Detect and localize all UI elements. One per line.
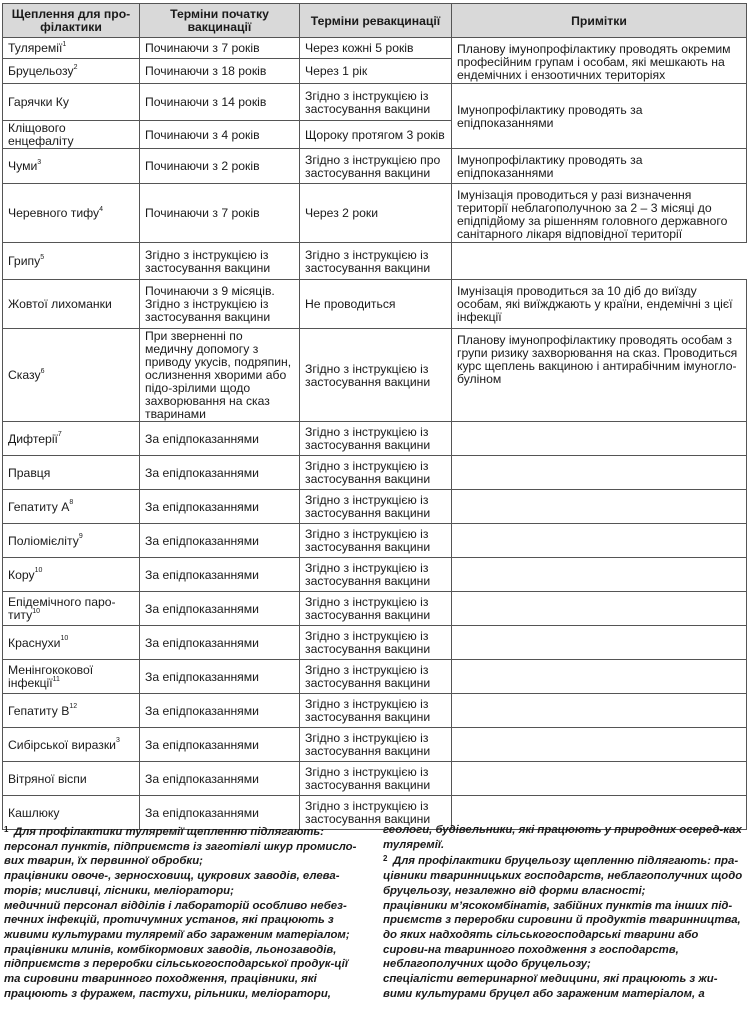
note-cell-empty xyxy=(452,422,747,456)
note-cell: Імунізація проводиться за 10 діб до виїзду особам, які виїжджають у країни, ендемічні з цієї інфекції xyxy=(452,280,747,329)
table-row xyxy=(3,626,747,660)
start-term-cell: За епідпоказаннями xyxy=(140,524,300,558)
disease-name: Поліомієліту xyxy=(8,533,79,548)
start-term-cell: За епідпоказаннями xyxy=(140,728,300,762)
footnote-text: геологи, будівельники, які працюють у природних осеред-ках туляремії. xyxy=(383,824,742,851)
disease-cell xyxy=(3,329,140,422)
start-term-cell: За епідпоказаннями xyxy=(140,626,300,660)
disease-name: Туляремії xyxy=(8,41,63,55)
start-term-cell: За епідпоказаннями xyxy=(140,422,300,456)
footnote-text: Для профілактики туляремії щепленню підлягають: xyxy=(14,826,324,838)
note-cell-empty xyxy=(452,456,747,490)
start-term-cell: Згідно з інструкцією із застосування вакцини xyxy=(140,243,300,280)
disease-name: Гепатиту В xyxy=(8,703,70,718)
start-term-cell: За епідпоказаннями xyxy=(140,694,300,728)
revaccination-term-cell: Через кожні 5 років xyxy=(300,38,452,59)
disease-name: Дифтерії xyxy=(8,431,58,446)
footnote-paragraph xyxy=(383,899,743,973)
revaccination-term-cell: Через 1 рік xyxy=(300,59,452,84)
start-term-cell: За епідпоказаннями xyxy=(140,796,300,830)
footnote-mark: 2 xyxy=(383,854,388,864)
footnote-text: працівники овоче-, зерносховищ, цукрових заводів, елева-торів; мисливці, лісники, меліоратори; xyxy=(4,870,340,897)
start-term-cell: Починаючи з 18 років xyxy=(140,59,300,84)
header-start-terms: Терміни початку вакцинації xyxy=(140,4,300,38)
revaccination-term-cell: Згідно з інструкцією із застосування вакцини xyxy=(300,694,452,728)
footnote-paragraph xyxy=(4,899,364,943)
note-cell-empty xyxy=(452,660,747,694)
revaccination-term-cell: Згідно з інструкцією із застосування вакцини xyxy=(300,490,452,524)
note-cell: Імунопрофілактику проводять за епідпоказаннями xyxy=(452,149,747,184)
footnote-ref: 10 xyxy=(32,607,40,615)
footnote-mark: 1 xyxy=(4,825,9,834)
start-term-cell: За епідпоказаннями xyxy=(140,592,300,626)
revaccination-term-cell: Згідно з інструкцією із застосування вакцини xyxy=(300,243,452,280)
revaccination-term-cell: Згідно з інструкцією із застосування вакцини xyxy=(300,592,452,626)
disease-name: Краснухи xyxy=(8,635,61,650)
disease-cell xyxy=(3,626,140,660)
revaccination-term-cell: Не проводиться xyxy=(300,280,452,329)
disease-cell xyxy=(3,422,140,456)
disease-name: Чуми xyxy=(8,159,38,173)
footnote-ref: 3 xyxy=(37,158,42,166)
disease-cell xyxy=(3,243,140,280)
revaccination-term-cell: Згідно з інструкцією із застосування вакцини xyxy=(300,456,452,490)
disease-cell xyxy=(3,490,140,524)
footnote-ref: 5 xyxy=(40,253,45,261)
table-row xyxy=(3,592,747,626)
note-cell-empty xyxy=(452,490,747,524)
table-row xyxy=(3,694,747,728)
disease-name: Сказу xyxy=(8,368,41,382)
disease-cell xyxy=(3,149,140,184)
disease-cell xyxy=(3,38,140,59)
footnote-ref: 8 xyxy=(69,499,74,507)
revaccination-term-cell: Згідно з інструкцією із застосування вакцини xyxy=(300,558,452,592)
table-row xyxy=(3,456,747,490)
revaccination-term-cell: Згідно з інструкцією із застосування вакцини xyxy=(300,626,452,660)
disease-name: Гарячки Ку xyxy=(8,95,70,109)
start-term-cell: За епідпоказаннями xyxy=(140,456,300,490)
note-cell-empty xyxy=(452,694,747,728)
disease-cell xyxy=(3,524,140,558)
disease-name: Черевного тифу xyxy=(8,206,100,220)
disease-name: Гепатиту А xyxy=(8,499,70,514)
disease-name: Жовтої лихоманки xyxy=(8,297,112,311)
table-header-row xyxy=(3,4,747,38)
disease-name: Сибірської виразки xyxy=(8,737,116,752)
footnote-paragraph xyxy=(383,823,743,852)
footnote-ref: 11 xyxy=(52,675,60,683)
revaccination-term-cell: Згідно з інструкцією із застосування вакцини xyxy=(300,796,452,830)
disease-cell xyxy=(3,694,140,728)
revaccination-term-cell: Згідно з інструкцією із застосування вакцини xyxy=(300,84,452,121)
footnote-ref: 1 xyxy=(62,40,67,48)
footnote-paragraph xyxy=(383,972,743,1001)
revaccination-term-cell: Згідно з інструкцією про застосування вакцини xyxy=(300,149,452,184)
disease-cell xyxy=(3,558,140,592)
table-row xyxy=(3,149,747,184)
table-row xyxy=(3,490,747,524)
revaccination-term-cell: Згідно з інструкцією із застосування вакцини xyxy=(300,728,452,762)
footnotes-left-column xyxy=(4,823,364,1001)
footnote-ref: 3 xyxy=(115,737,120,745)
footnote-paragraph xyxy=(4,840,364,869)
start-term-cell: Починаючи з 14 років xyxy=(140,84,300,121)
disease-name: Кашлюку xyxy=(8,805,60,820)
disease-cell xyxy=(3,121,140,149)
disease-name: Бруцельозу xyxy=(8,64,74,78)
disease-cell xyxy=(3,660,140,694)
disease-cell xyxy=(3,762,140,796)
table-row xyxy=(3,84,747,121)
header-vaccination: Щеплення для про-філактики xyxy=(3,4,140,38)
footnote-ref: 2 xyxy=(73,63,78,71)
note-cell: Імунізація проводиться у разі визначення території неблагополучною за 2 – 3 місяці до епідпідйому за рішенням головного державного санітарного лікаря відповідної території xyxy=(452,184,747,243)
footnotes-right-column xyxy=(383,823,743,1001)
table-row xyxy=(3,422,747,456)
table-row xyxy=(3,184,747,243)
start-term-cell: Починаючи з 4 років xyxy=(140,121,300,149)
note-cell: Планову імунопрофілактику проводять особам з групи ризику захворювання на сказ. Проводиться курс щеплень вакциною і антирабічним імуногло-буліном xyxy=(452,329,747,422)
footnote-paragraph xyxy=(4,823,364,840)
start-term-cell: За епідпоказаннями xyxy=(140,660,300,694)
disease-name: Правця xyxy=(8,465,51,480)
footnote-text: персонал пунктів, підприємств із заготівлі шкур промисло-вих тварин, їх первинної обробки; xyxy=(4,840,357,868)
footnote-text: медичний персонал відділів і лабораторій особливо небез-печних інфекцій, протичумних установ, які працюють з живими культурами туляремії або зараженим матеріалом; xyxy=(4,899,350,941)
start-term-cell: Починаючи з 2 років xyxy=(140,149,300,184)
footnote-paragraph xyxy=(383,852,743,898)
disease-cell xyxy=(3,456,140,490)
disease-cell xyxy=(3,184,140,243)
footnote-text: працівники м’ясокомбінатів, забійних пунктів та інших під-приємств з переробки сировини й продуктів тваринництва, до яких надходять сільськогосподарські тварини або сирови-на тваринного походження з господарств, неблагополучних щодо бруцельозу; xyxy=(383,899,741,971)
table-row xyxy=(3,280,747,329)
disease-cell xyxy=(3,728,140,762)
disease-name: Кору xyxy=(8,567,35,582)
start-term-cell: При зверненні по медичну допомогу з приводу укусів, подряпин, ослизнення хворими або підо-зрілими щодо захворювання на сказ тваринами xyxy=(140,329,300,422)
table-row xyxy=(3,762,747,796)
footnote-ref: 6 xyxy=(40,367,45,375)
footnote-paragraph xyxy=(4,943,364,1002)
start-term-cell: Починаючи з 9 місяців. Згідно з інструкцією із застосування вакцини xyxy=(140,280,300,329)
footnote-ref: 7 xyxy=(57,431,62,439)
disease-name: Менінгококової інфекції xyxy=(8,663,94,690)
footnote-text: Для профілактики бруцельозу щепленню підлягають: пра-цівники тваринницьких господарств, неблагополучних щодо бруцельозу, незалежно від форми власності; xyxy=(383,855,743,897)
note-cell-empty xyxy=(452,592,747,626)
footnote-text: спеціалісти ветеринарної медицини, які працюють з жи-вими культурами бруцел або зараженим матеріалом, а xyxy=(383,973,718,1000)
footnote-ref: 12 xyxy=(69,703,78,711)
table-row xyxy=(3,660,747,694)
start-term-cell: За епідпоказаннями xyxy=(140,558,300,592)
disease-cell xyxy=(3,59,140,84)
disease-name: Кліщового енцефаліту xyxy=(8,121,74,148)
table-row xyxy=(3,524,747,558)
header-revaccination-terms: Терміни ревакцинації xyxy=(300,4,452,38)
start-term-cell: За епідпоказаннями xyxy=(140,762,300,796)
disease-cell xyxy=(3,84,140,121)
footnote-ref: 4 xyxy=(99,205,104,213)
note-cell: Імунопрофілактику проводять за епідпоказаннями xyxy=(452,84,747,149)
revaccination-term-cell: Згідно з інструкцією із застосування вакцини xyxy=(300,524,452,558)
table-row xyxy=(3,38,747,59)
start-term-cell: Починаючи з 7 років xyxy=(140,38,300,59)
disease-cell xyxy=(3,280,140,329)
note-cell: Планову імунопрофілактику проводять окремим професійним групам і особам, які мешкають на ендемічних і ензоотичних територіях xyxy=(452,38,747,84)
revaccination-term-cell: Згідно з інструкцією із застосування вакцини xyxy=(300,422,452,456)
disease-name: Грипу xyxy=(8,254,41,268)
header-notes: Примітки xyxy=(452,4,747,38)
revaccination-term-cell: Щороку протягом 3 років xyxy=(300,121,452,149)
disease-name: Епідемічного паро-титу xyxy=(8,595,116,622)
start-term-cell: За епідпоказаннями xyxy=(140,490,300,524)
footnote-ref: 10 xyxy=(34,567,43,575)
revaccination-term-cell: Згідно з інструкцією із застосування вакцини xyxy=(300,762,452,796)
revaccination-term-cell: Згідно з інструкцією із застосування вакцини xyxy=(300,660,452,694)
note-cell-empty xyxy=(452,558,747,592)
note-cell-empty xyxy=(452,762,747,796)
footnote-ref: 9 xyxy=(78,533,83,541)
revaccination-term-cell: Згідно з інструкцією із застосування вакцини xyxy=(300,329,452,422)
footnote-paragraph xyxy=(4,869,364,898)
table-row xyxy=(3,243,747,280)
table-row xyxy=(3,329,747,422)
note-cell-empty xyxy=(452,524,747,558)
disease-name: Вітряної віспи xyxy=(8,771,87,786)
table-row xyxy=(3,558,747,592)
revaccination-term-cell: Через 2 роки xyxy=(300,184,452,243)
note-cell-empty xyxy=(452,626,747,660)
disease-cell xyxy=(3,592,140,626)
start-term-cell: Починаючи з 7 років xyxy=(140,184,300,243)
footnote-text: працівники млинів, комбікормових заводів, льонозаводів, підприємств з переробки сільськогосподарської продук-ції та сировини тваринного походження, працівники, які працюють з фуражем, пастухи, рільники, меліоратори, xyxy=(4,943,348,1000)
note-cell-empty xyxy=(452,728,747,762)
footnote-ref: 10 xyxy=(60,635,69,643)
vaccination-schedule-table xyxy=(2,3,747,830)
table-row xyxy=(3,728,747,762)
